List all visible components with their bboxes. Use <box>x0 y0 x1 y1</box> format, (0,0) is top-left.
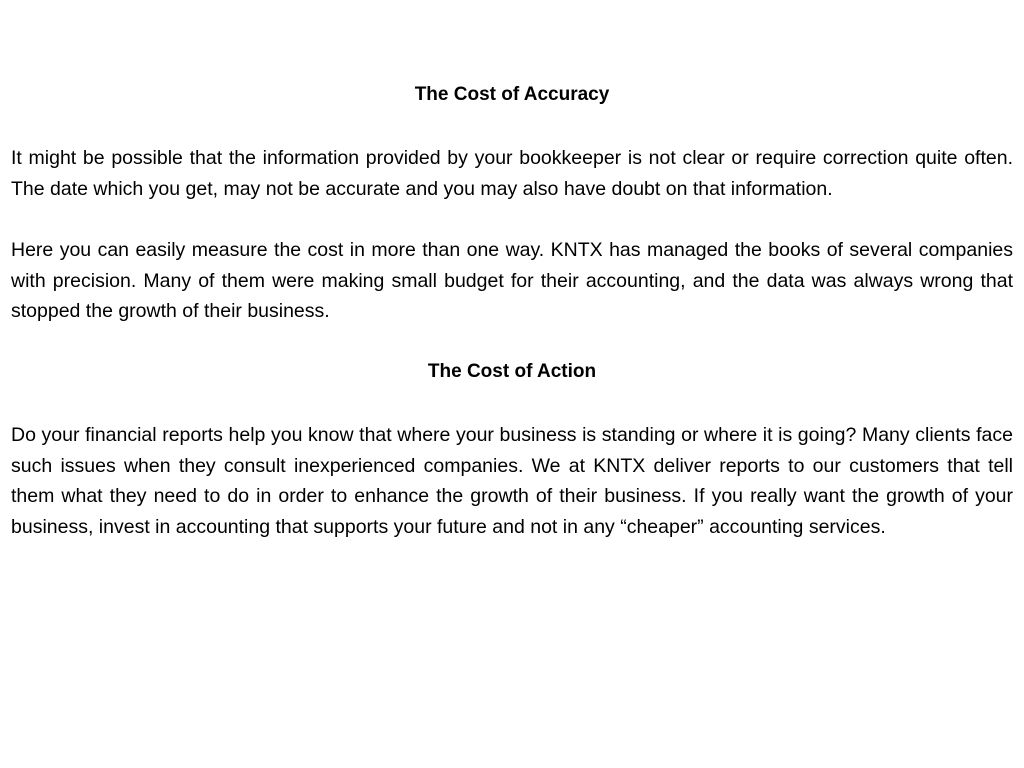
slide-content <box>11 80 1013 542</box>
paragraph-accuracy-1: It might be possible that the information provided by your bookkeeper is not clear or require correction quite often. The date which you get, may not be accurate and you may also have doubt on that information. <box>11 147 1013 200</box>
paragraph-action-1: Do your financial reports help you know that where your business is standing or where it is going? Many clients face such issues when they consult inexperienced companies. We at KNTX deliver reports to our customers that tell them what they need to do in order to enhance the growth of their business. If you really want the growth of your business, invest in accounting that supports your future and not in any “cheaper” accounting services. <box>11 423 1013 538</box>
paragraph-accuracy-2: Here you can easily measure the cost in more than one way. KNTX has managed the books of several companies with precision. Many of them were making small budget for their accounting, and the data was always wrong that stopped the growth of their business. <box>11 239 1013 323</box>
heading-cost-of-action: The Cost of Action <box>427 360 597 382</box>
heading-cost-of-accuracy: The Cost of Accuracy <box>414 84 610 105</box>
